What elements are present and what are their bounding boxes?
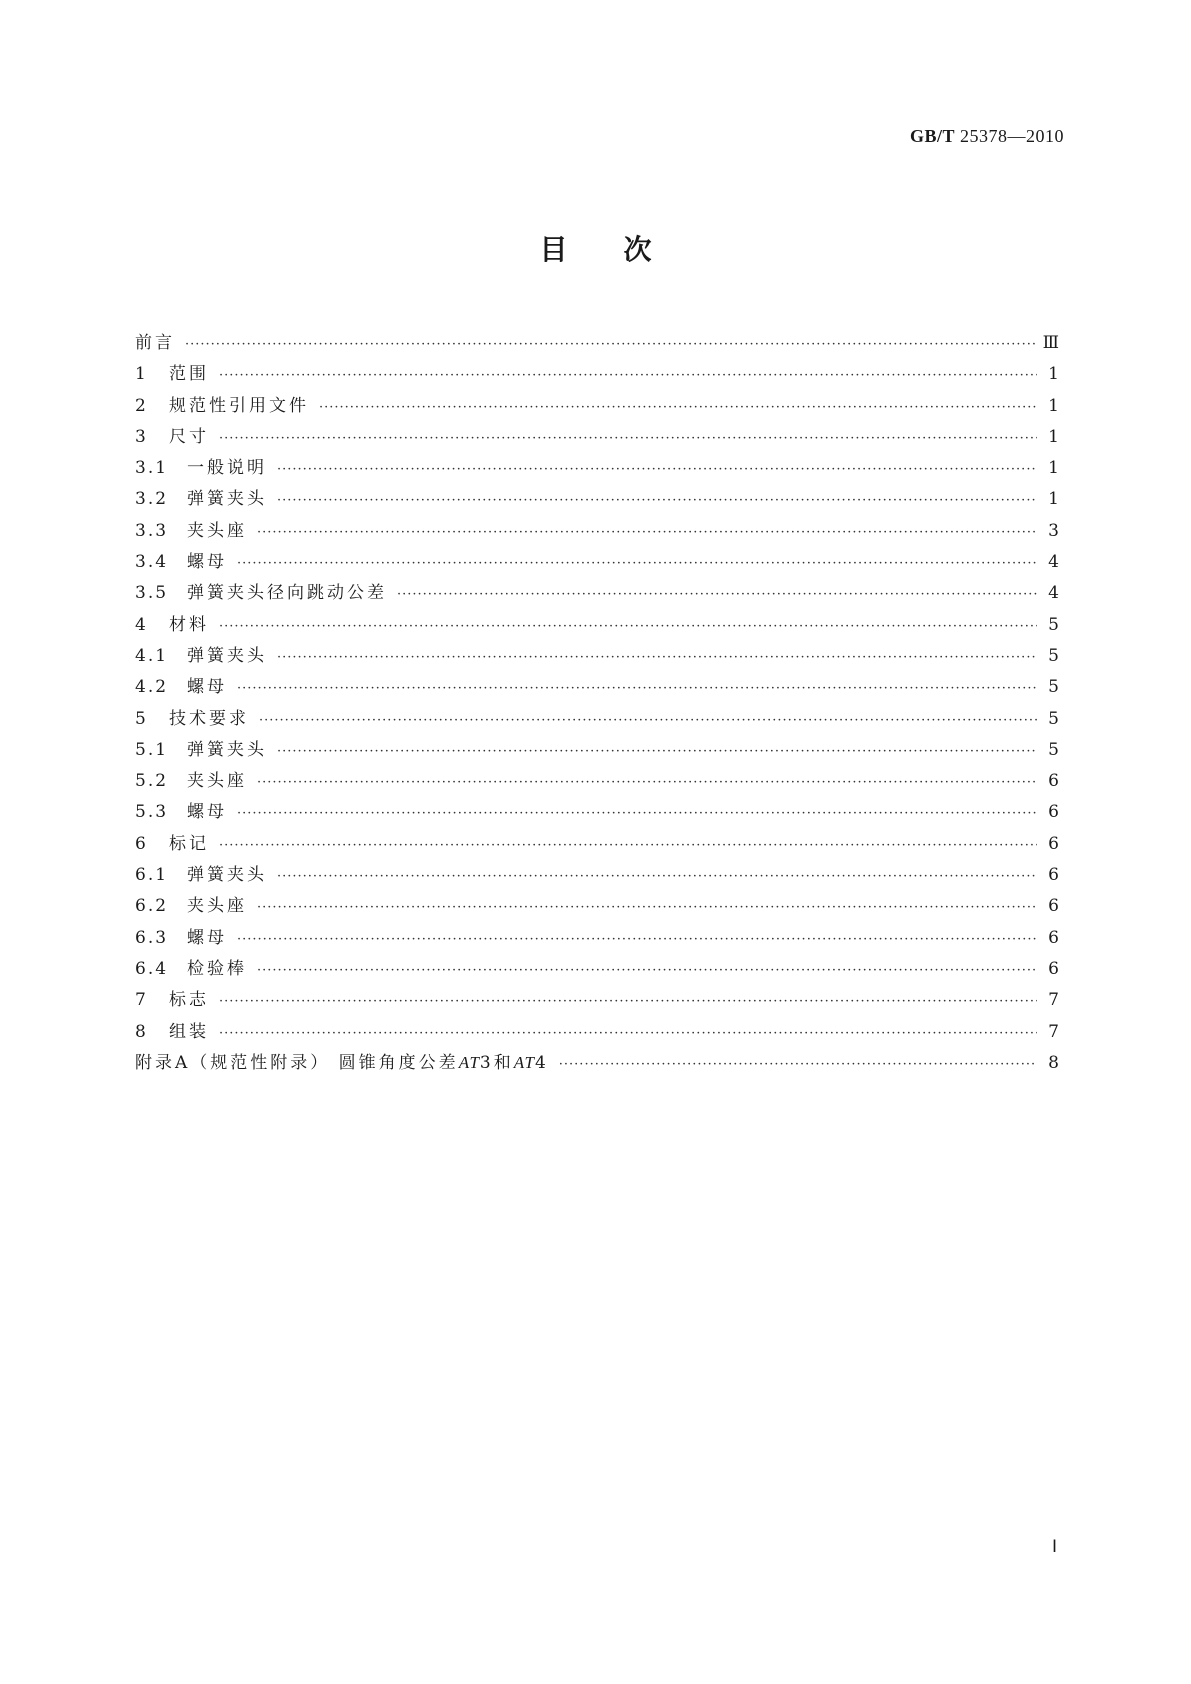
toc-entry-label: 弹簧夹头: [187, 739, 267, 760]
standard-prefix: GB/T: [909, 126, 955, 146]
standard-number: [910, 126, 1064, 147]
toc-dot-leader: [219, 619, 1037, 634]
toc-entry-page: 7: [1048, 1021, 1059, 1042]
toc-entry-page: 4: [1048, 583, 1059, 604]
toc-entry[interactable]: [135, 391, 1059, 422]
toc-entry-number: 4.1: [135, 645, 169, 666]
toc-entry-label: 前言: [135, 333, 175, 353]
toc-entry-page: 5: [1048, 708, 1059, 729]
toc-entry-page: 1: [1048, 426, 1059, 447]
toc-dot-leader: [219, 838, 1037, 853]
toc-entry-label: 弹簧夹头: [187, 489, 267, 510]
toc-entry-page: 1: [1048, 395, 1059, 416]
toc-entry-number: 3.1: [135, 458, 169, 479]
toc-entry-label: 一般说明: [187, 458, 267, 479]
toc-entry-label: 螺母: [187, 552, 227, 573]
toc-dot-leader: [219, 368, 1037, 383]
toc-entry[interactable]: [135, 891, 1059, 922]
toc-dot-leader: [219, 1026, 1037, 1041]
toc-entry-number: 4: [135, 614, 148, 635]
toc-entry[interactable]: [135, 797, 1059, 828]
toc-entry-label: 弹簧夹头: [187, 865, 267, 886]
toc-entry-number: 2: [135, 395, 148, 416]
toc-entry-page: 5: [1048, 739, 1059, 760]
toc-entry[interactable]: [135, 672, 1059, 703]
toc-entry[interactable]: [135, 516, 1059, 547]
toc-dot-leader: [237, 932, 1037, 947]
toc-dot-leader: [259, 713, 1037, 728]
toc-entry-number: 6.2: [135, 896, 169, 917]
toc-dot-leader: [319, 400, 1037, 415]
toc-entry-label: 螺母: [187, 927, 227, 948]
toc-entry-label: 夹头座: [187, 771, 247, 792]
toc-entry-number: 5.2: [135, 771, 169, 792]
toc-entry-label: 技术要求: [169, 708, 249, 729]
toc-dot-leader: [277, 462, 1037, 477]
toc-dot-leader: [277, 493, 1037, 508]
toc-dot-leader: [237, 681, 1037, 696]
toc-entry-number: 7: [135, 990, 148, 1011]
toc-dot-leader: [277, 744, 1037, 759]
toc-entry-number: 5.3: [135, 802, 169, 823]
toc-entry[interactable]: [135, 610, 1059, 641]
toc-entry-number: 3.4: [135, 552, 169, 573]
toc-entry-number: 3.3: [135, 520, 169, 541]
toc-entry-label: 螺母: [187, 677, 227, 698]
toc-dot-leader: [237, 556, 1037, 571]
toc-entry[interactable]: [135, 641, 1059, 672]
toc-entry-number: 5: [135, 708, 148, 729]
toc-entry[interactable]: [135, 1048, 1059, 1079]
toc-entry-number: 6.4: [135, 958, 169, 979]
toc-entry[interactable]: [135, 766, 1059, 797]
toc-entry-page: 6: [1048, 865, 1059, 886]
toc-dot-leader: [219, 994, 1037, 1009]
toc-entry-page: 1: [1048, 458, 1059, 479]
toc-dot-leader: [257, 963, 1037, 978]
toc-entry-page: 1: [1048, 364, 1059, 385]
toc-dot-leader: [257, 525, 1037, 540]
toc-entry-label: 标志: [169, 990, 209, 1011]
toc-entry[interactable]: [135, 704, 1059, 735]
toc-entry[interactable]: [135, 954, 1059, 985]
toc-entry-label: 螺母: [187, 802, 227, 823]
toc-entry-page: 6: [1048, 896, 1059, 917]
toc-dot-leader: [277, 650, 1037, 665]
toc-entry-label: 材料: [169, 614, 209, 635]
toc-dot-leader: [257, 775, 1037, 790]
toc-entry-number: 4.2: [135, 677, 169, 698]
table-of-contents: [135, 328, 1059, 1079]
toc-entry-page: 6: [1048, 771, 1059, 792]
toc-entry[interactable]: [135, 829, 1059, 860]
toc-entry-label: 检验棒: [187, 958, 247, 979]
toc-entry-page: 6: [1048, 927, 1059, 948]
toc-entry-page: 5: [1048, 645, 1059, 666]
toc-entry[interactable]: [135, 359, 1059, 390]
toc-entry[interactable]: [135, 923, 1059, 954]
toc-entry-page: 8: [1048, 1052, 1059, 1073]
toc-entry-page: 1: [1048, 489, 1059, 510]
toc-entry-page: 4: [1048, 552, 1059, 573]
toc-entry-number: 5.1: [135, 739, 169, 760]
toc-dot-leader: [237, 806, 1037, 821]
page-title: 目次: [539, 233, 708, 266]
toc-dot-leader: [397, 587, 1037, 602]
toc-entry-label: 标记: [169, 833, 209, 854]
toc-entry[interactable]: [135, 422, 1059, 453]
toc-dot-leader: [277, 869, 1037, 884]
toc-entry[interactable]: [135, 985, 1059, 1016]
toc-entry[interactable]: [135, 547, 1059, 578]
toc-entry[interactable]: [135, 1017, 1059, 1048]
toc-entry-number: 3: [135, 426, 148, 447]
toc-entry-number: 6.1: [135, 865, 169, 886]
toc-dot-leader: [559, 1057, 1037, 1072]
toc-entry-page: 7: [1048, 990, 1059, 1011]
toc-entry-label: 规范性引用文件: [169, 395, 309, 416]
toc-entry-page: 5: [1048, 614, 1059, 635]
toc-entry-number: 6: [135, 833, 148, 854]
toc-entry-number: 6.3: [135, 927, 169, 948]
toc-dot-leader: [257, 900, 1037, 915]
toc-entry-number: 3.5: [135, 583, 169, 604]
toc-entry[interactable]: [135, 860, 1059, 891]
toc-entry-page: 3: [1048, 520, 1059, 541]
toc-entry[interactable]: [135, 328, 1059, 359]
toc-entry-page: 6: [1048, 958, 1059, 979]
toc-entry-label: 组装: [169, 1021, 209, 1042]
standard-code: 25378—2010: [960, 126, 1064, 146]
toc-entry[interactable]: [135, 735, 1059, 766]
toc-dot-leader: [219, 431, 1037, 446]
toc-entry-number: 3.2: [135, 489, 169, 510]
toc-entry-number: 8: [135, 1021, 148, 1042]
toc-entry-page: Ⅲ: [1042, 333, 1059, 353]
toc-entry[interactable]: [135, 453, 1059, 484]
toc-entry-label: 夹头座: [187, 520, 247, 541]
toc-entry-label: 弹簧夹头径向跳动公差: [187, 583, 387, 604]
toc-entry-label: 范围: [169, 364, 209, 385]
toc-entry-label: 夹头座: [187, 896, 247, 917]
toc-entry-number: 1: [135, 364, 148, 385]
toc-entry-label: 尺寸: [169, 426, 209, 447]
toc-entry-page: 5: [1048, 677, 1059, 698]
page-number: Ⅰ: [1051, 1537, 1057, 1556]
toc-entry[interactable]: [135, 484, 1059, 515]
toc-entry-page: 6: [1048, 802, 1059, 823]
toc-entry-page: 6: [1048, 833, 1059, 854]
toc-entry-label: 附录A（规范性附录） 圆锥角度公差AT3和AT4: [135, 1052, 549, 1073]
toc-entry[interactable]: [135, 578, 1059, 609]
toc-entry-label: 弹簧夹头: [187, 645, 267, 666]
toc-dot-leader: [185, 337, 1035, 352]
